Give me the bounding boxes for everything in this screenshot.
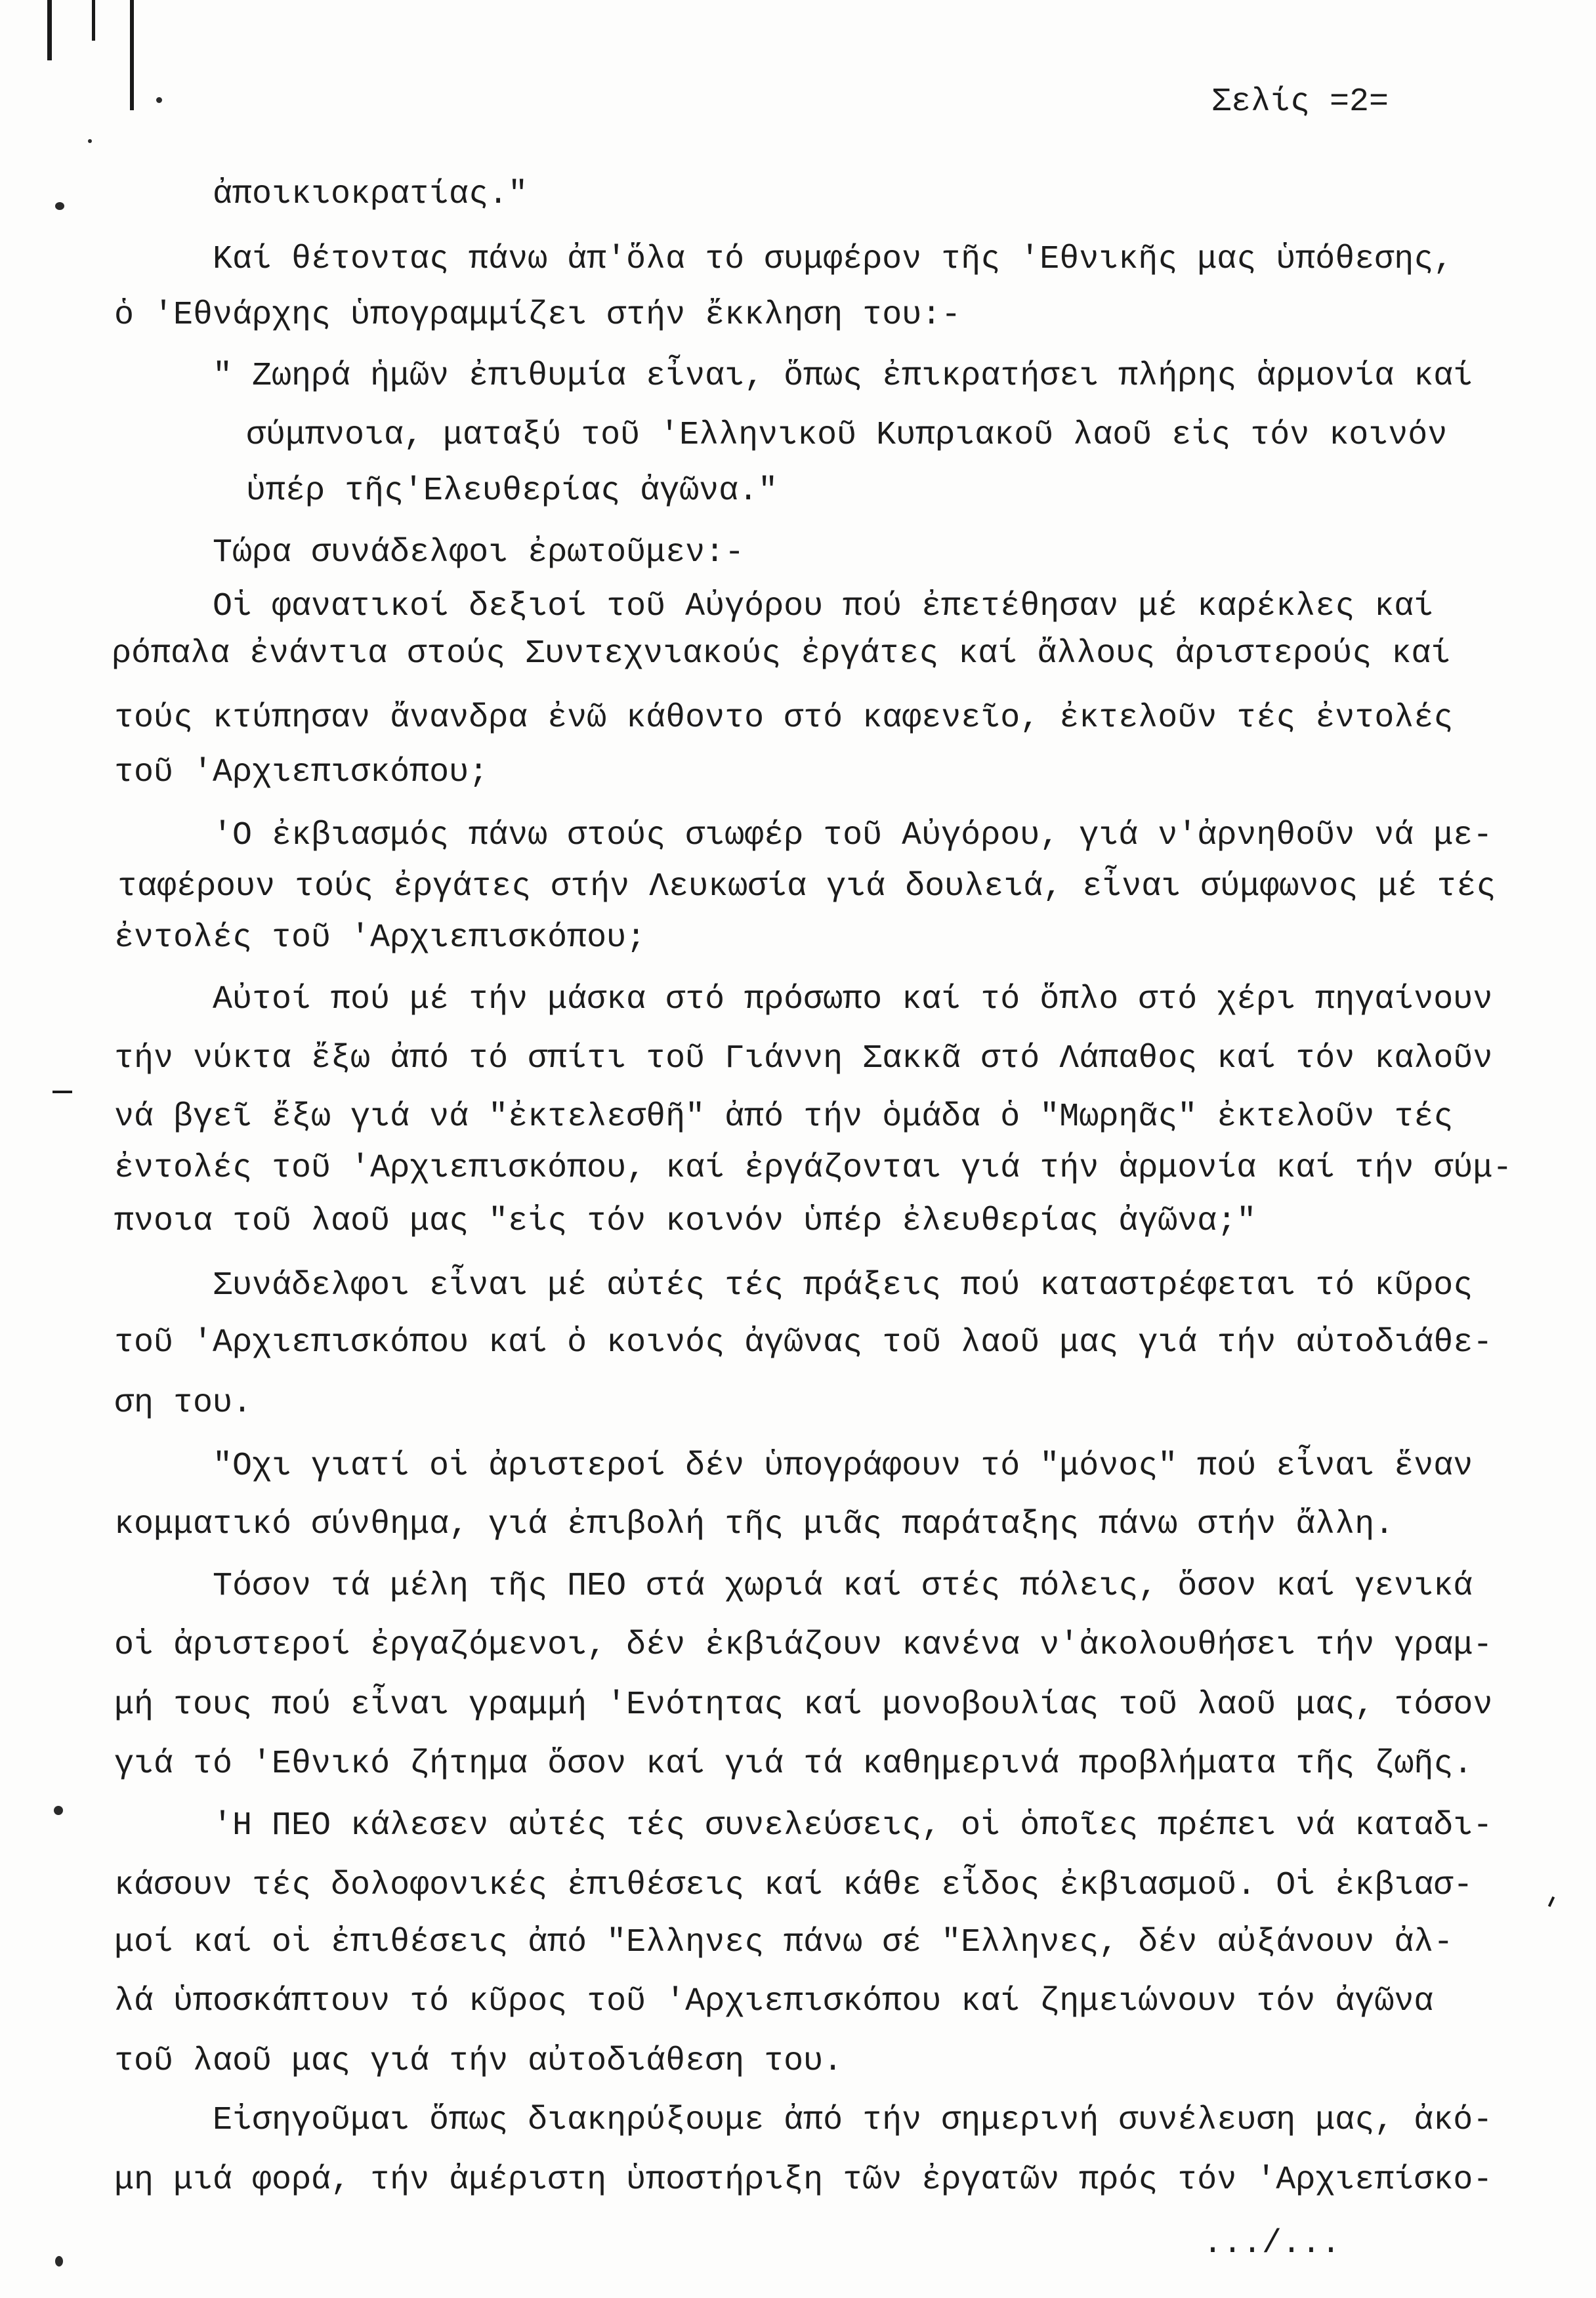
text-line: ρόπαλα ἐνάντια στούς Συντεχνιακούς ἐργάτες καί ἄλλους ἀριστερούς καί bbox=[112, 635, 1451, 673]
binding-mark bbox=[130, 0, 134, 110]
margin-mark bbox=[55, 2256, 63, 2267]
text-line: κάσουν τές δολοφονικές ἐπιθέσεις καί κάθε εἶδος ἐκβιασμοῦ. Οἱ ἐκβιασ- bbox=[114, 1867, 1473, 1904]
text-line: μοί καί οἱ ἐπιθέσεις ἀπό "Ελληνες πάνω σέ "Ελληνες, δέν αὐξάνουν ἀλ- bbox=[114, 1924, 1454, 1961]
text-line: ση του. bbox=[114, 1385, 253, 1422]
text-line: Συνάδελφοι εἶναι μέ αὐτές τές πράξεις πού καταστρέφεται τό κῦρος bbox=[213, 1267, 1473, 1305]
text-line: μη μιά φορά, τήν ἀμέριστη ὑποστήριξη τῶν ἐργατῶν πρός τόν 'Αρχιεπίσκο- bbox=[114, 2162, 1493, 2199]
scan-speck bbox=[156, 97, 162, 103]
text-line: λά ὑποσκάπτουν τό κῦρος τοῦ 'Αρχιεπισκόπου καί ζημειώνουν τόν ἀγῶνα bbox=[114, 1983, 1434, 2020]
quote-line: σύμπνοια, ματαξύ τοῦ 'Ελληνικοῦ Κυπριακοῦ λαοῦ εἰς τόν κοινόν bbox=[246, 417, 1448, 454]
text-line: ἀποικιοκρατίας." bbox=[213, 176, 528, 213]
binding-mark bbox=[47, 0, 52, 60]
text-line: Οἱ φανατικοί δεξιοί τοῦ Αὐγόρου πού ἐπετέθησαν μέ καρέκλες καί bbox=[213, 588, 1434, 625]
text-line: τοῦ 'Αρχιεπισκόπου καί ὁ κοινός ἀγῶνας τοῦ λαοῦ μας γιά τήν αὐτοδιάθε- bbox=[114, 1324, 1493, 1362]
page-number-header: Σελίς =2= bbox=[1211, 83, 1389, 121]
text-line: 'Η ΠΕΟ κάλεσεν αὐτές τές συνελεύσεις, οἱ ὁποῖες πρέπει νά καταδι- bbox=[213, 1807, 1493, 1845]
text-line: ἐντολές τοῦ 'Αρχιεπισκόπου; bbox=[114, 919, 646, 957]
text-line: οἱ ἀριστεροί ἐργαζόμενοι, δέν ἐκβιάζουν κανένα ν'ἀκολουθήσει τήν γραμ- bbox=[114, 1627, 1493, 1664]
text-line: 'Ο ἐκβιασμός πάνω στούς σιωφέρ τοῦ Αὐγόρου, γιά ν'ἀρνηθοῦν νά με- bbox=[213, 817, 1493, 854]
text-line: ταφέρουν τούς ἐργάτες στήν Λευκωσία γιά δουλειά, εἶναι σύμφωνος μέ τές bbox=[117, 868, 1496, 906]
margin-mark bbox=[54, 1806, 63, 1815]
binding-mark bbox=[92, 0, 95, 41]
text-line: γιά τό 'Εθνικό ζήτημα ὅσον καί γιά τά καθημερινά προβλήματα τῆς ζωῆς. bbox=[114, 1745, 1473, 1783]
text-line: κομματικό σύνθημα, γιά ἐπιβολή τῆς μιᾶς παράταξης πάνω στήν ἄλλη. bbox=[114, 1506, 1395, 1543]
continuation-marker: .../... bbox=[1203, 2225, 1341, 2263]
text-line: τοῦ λαοῦ μας γιά τήν αὐτοδιάθεση του. bbox=[114, 2043, 843, 2080]
scan-speck bbox=[88, 139, 92, 143]
text-line: Αὐτοί πού μέ τήν μάσκα στό πρόσωπο καί τό ὅπλο στό χέρι πηγαίνουν bbox=[213, 981, 1493, 1018]
text-line: τοῦ 'Αρχιεπισκόπου; bbox=[114, 754, 489, 791]
text-line: Τόσον τά μέλη τῆς ΠΕΟ στά χωριά καί στές πόλεις, ὅσον καί γενικά bbox=[213, 1568, 1473, 1605]
quote-line: ὑπέρ τῆς'Ελευθερίας ἀγῶνα." bbox=[246, 472, 778, 510]
text-line: "Οχι γιατί οἱ ἀριστεροί δέν ὑπογράφουν τό "μόνος" πού εἶναι ἕναν bbox=[213, 1448, 1473, 1485]
text-line: τήν νύκτα ἔξω ἀπό τό σπίτι τοῦ Γιάννη Σακκᾶ στό Λάπαθος καί τόν καλοῦν bbox=[114, 1040, 1493, 1077]
margin-mark bbox=[52, 1091, 72, 1093]
text-line: Εἰσηγοῦμαι ὅπως διακηρύξουμε ἀπό τήν σημερινή συνέλευση μας, ἀκό- bbox=[213, 2102, 1493, 2139]
text-line: Τώρα συνάδελφοι ἐρωτοῦμεν:- bbox=[213, 534, 745, 572]
text-line: πνοια τοῦ λαοῦ μας "εἰς τόν κοινόν ὑπέρ ἐλευθερίας ἀγῶνα;" bbox=[114, 1203, 1257, 1240]
text-line: Καί θέτοντας πάνω ἀπ'ὅλα τό συμφέρον τῆς 'Εθνικῆς μας ὑπόθεσης, bbox=[213, 241, 1454, 278]
scan-speck bbox=[1548, 1896, 1555, 1907]
text-line: ὁ 'Εθνάρχης ὑπογραμμίζει στήν ἔκκληση του:- bbox=[114, 297, 961, 334]
text-line: ἐντολές τοῦ 'Αρχιεπισκόπου, καί ἐργάζονται γιά τήν ἁρμονία καί τήν σύμ- bbox=[114, 1150, 1513, 1187]
margin-mark bbox=[55, 202, 64, 210]
quote-line: " Ζωηρά ἡμῶν ἐπιθυμία εἶναι, ὅπως ἐπικρατήσει πλήρης ἁρμονία καί bbox=[213, 358, 1473, 395]
text-line: τούς κτύπησαν ἄνανδρα ἐνῶ κάθοντο στό καφενεῖο, ἐκτελοῦν τές ἐντολές bbox=[114, 700, 1454, 737]
text-line: νά βγεῖ ἔξω γιά νά "ἐκτελεσθῆ" ἀπό τήν ὁμάδα ὁ "Μωρηᾶς" ἐκτελοῦν τές bbox=[114, 1098, 1454, 1136]
text-line: μή τους πού εἶναι γραμμή 'Ενότητας καί μονοβουλίας τοῦ λαοῦ μας, τόσον bbox=[114, 1686, 1493, 1724]
